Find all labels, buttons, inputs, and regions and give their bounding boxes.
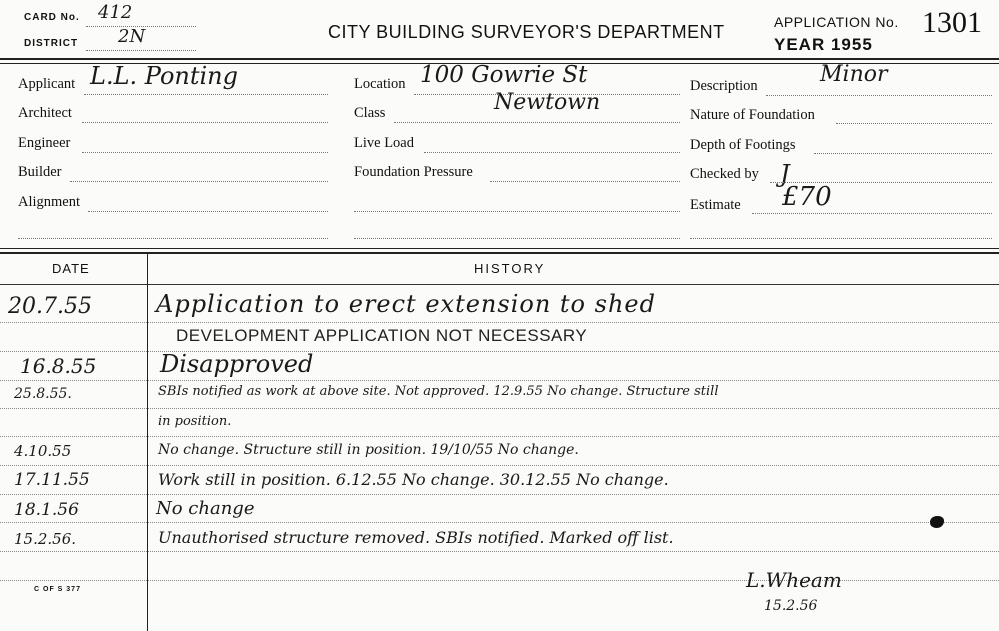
builder-line	[70, 181, 328, 182]
date-column-divider	[147, 254, 148, 631]
history-text: Unauthorised structure removed. SBIs notified. Marked off list.	[158, 528, 674, 547]
col3-line-6	[690, 238, 992, 239]
card-no-value: 412	[98, 2, 133, 23]
applicant-line	[84, 94, 328, 95]
row-line	[0, 436, 999, 437]
history-text: Application to erect extension to shed	[156, 290, 656, 318]
live-load-line	[424, 152, 680, 153]
alignment-line-2	[18, 238, 328, 239]
col2-line-5	[354, 211, 680, 212]
location-value: 100 Gowrie St	[420, 62, 588, 88]
history-date: 16.8.55	[20, 354, 97, 378]
engineer-line	[82, 152, 328, 153]
signature-date: 15.2.56	[764, 598, 818, 614]
col2-line-6	[354, 238, 680, 239]
application-value: 1301	[922, 6, 982, 39]
row-line	[0, 465, 999, 466]
architect-label: Architect	[18, 105, 72, 121]
description-value: Minor	[820, 62, 888, 87]
district-value: 2N	[118, 26, 146, 47]
header-rule-top	[0, 58, 999, 60]
class-line	[394, 122, 680, 123]
estimate-label: Estimate	[690, 197, 741, 213]
row-line	[0, 494, 999, 495]
description-line	[766, 95, 992, 96]
estimate-value: £70	[782, 182, 832, 212]
application-label: APPLICATION No.	[774, 14, 899, 30]
foundation-pressure-line	[490, 181, 680, 182]
nature-label: Nature of Foundation	[690, 107, 815, 123]
history-header-rule	[0, 284, 999, 285]
depth-label: Depth of Footings	[690, 137, 796, 153]
card-no-label: CARD No.	[24, 12, 80, 23]
ink-blot	[930, 516, 944, 528]
history-rule-bottom	[0, 252, 999, 254]
alignment-label: Alignment	[18, 194, 81, 210]
history-text: Disapproved	[160, 350, 314, 378]
history-header: HISTORY	[474, 261, 546, 276]
checked-value: J	[780, 160, 790, 188]
row-line	[0, 351, 999, 352]
history-date: 4.10.55	[14, 442, 72, 460]
history-date: 18.1.56	[14, 500, 79, 520]
nature-line	[836, 123, 992, 124]
history-text: in position.	[158, 414, 232, 429]
class-label: Class	[354, 105, 386, 121]
builder-label: Builder	[18, 164, 62, 180]
row-line	[0, 580, 999, 581]
year-label: YEAR 1955	[774, 35, 873, 54]
location-label: Location	[354, 76, 406, 92]
applicant-value: L.L. Ponting	[90, 62, 238, 90]
form-code: C OF S 377	[34, 586, 81, 593]
foundation-pressure-label: Foundation Pressure	[354, 164, 473, 180]
row-line	[0, 322, 999, 323]
estimate-line	[752, 213, 992, 214]
row-line	[0, 551, 999, 552]
checked-label: Checked by	[690, 166, 759, 182]
development-stamp: DEVELOPMENT APPLICATION NOT NECESSARY	[176, 326, 588, 345]
history-text: SBIs notified as work at above site. Not approved. 12.9.55 No change. Structure still	[158, 384, 719, 399]
row-line	[0, 380, 999, 381]
architect-line	[82, 122, 328, 123]
history-text: No change	[156, 498, 255, 519]
class-value: Newtown	[494, 90, 601, 115]
department-title: CITY BUILDING SURVEYOR'S DEPARTMENT	[328, 22, 725, 42]
live-load-label: Live Load	[354, 135, 414, 151]
district-line	[86, 50, 196, 51]
alignment-line	[88, 211, 328, 212]
history-text: Work still in position. 6.12.55 No change. 30.12.55 No change.	[158, 470, 669, 489]
row-line	[0, 408, 999, 409]
history-rule-top	[0, 248, 999, 249]
history-date: 20.7.55	[8, 294, 92, 319]
applicant-label: Applicant	[18, 76, 76, 92]
history-date: 25.8.55.	[14, 386, 72, 402]
history-text: No change. Structure still in position. 19/10/55 No change.	[158, 442, 579, 458]
history-date: 17.11.55	[14, 470, 90, 490]
depth-line	[814, 153, 992, 154]
row-line	[0, 522, 999, 523]
description-label: Description	[690, 78, 758, 94]
engineer-label: Engineer	[18, 135, 71, 151]
date-header: DATE	[52, 261, 90, 276]
history-date: 15.2.56.	[14, 530, 77, 548]
signature: L.Wheam	[746, 568, 842, 592]
district-label: DISTRICT	[24, 38, 79, 49]
